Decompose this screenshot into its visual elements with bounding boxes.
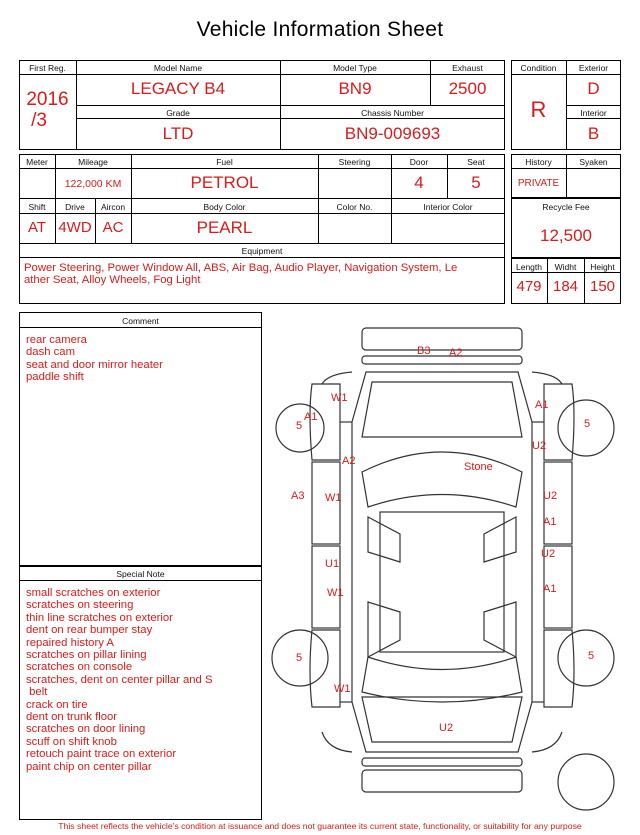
height-label: Height — [590, 262, 615, 272]
special-note-item: scratches on door lining — [26, 723, 146, 736]
first-reg-label: First Reg. — [29, 63, 66, 73]
damage-u1: U1 — [325, 558, 340, 570]
exhaust-label: Exhaust — [452, 63, 483, 73]
meter-label: Meter — [26, 157, 48, 167]
body-color-value: PEARL — [196, 218, 253, 237]
chassis-value: BN9-009693 — [344, 124, 441, 143]
recycle-fee-value: 12,500 — [540, 226, 592, 245]
aircon-value: AC — [102, 219, 124, 236]
damage-a1-rear-door-right: A1 — [543, 583, 557, 595]
length-label: Length — [516, 262, 542, 272]
drive-value: 4WD — [58, 219, 92, 236]
special-note-item: dent on rear bumper stay — [26, 624, 153, 637]
syaken-label: Syaken — [579, 157, 608, 167]
spare-wheel — [558, 754, 614, 810]
recycle-fee-label: Recycle Fee — [542, 202, 590, 212]
special-note-item: thin line scratches on exterior — [26, 611, 173, 624]
condition-value: R — [530, 97, 547, 122]
equipment-line-1: Power Steering, Power Window All, ABS, Air Bag, Audio Player, Navigation System, Le — [24, 262, 458, 274]
special-note-item: scratches on steering — [26, 599, 134, 612]
window-rr — [484, 602, 516, 657]
mileage-label: Mileage — [78, 157, 108, 167]
damage-a1-front-door-right: A1 — [543, 516, 557, 528]
damage-w1-fl: W1 — [331, 392, 348, 404]
window-fl — [368, 517, 400, 562]
special-note-list — [26, 587, 213, 773]
windshield — [362, 452, 522, 507]
damage-w1-front-door-left: W1 — [325, 492, 342, 504]
comment-item: paddle shift — [26, 371, 84, 384]
comment-item: rear camera — [26, 334, 87, 346]
comment-label: Comment — [122, 316, 159, 326]
body-outline — [352, 372, 532, 752]
width-label: Widht — [554, 262, 577, 272]
history-label: History — [525, 157, 552, 167]
damage-a3: A3 — [291, 490, 305, 502]
damage-5-fr: 5 — [584, 418, 591, 430]
comment-item: dash cam — [26, 346, 75, 359]
condition-label: Condition — [520, 63, 557, 73]
drive-label: Drive — [65, 202, 85, 212]
width-value: 184 — [552, 278, 579, 295]
door-label: Door — [409, 157, 429, 167]
window-fr — [484, 517, 516, 562]
special-note-item: scratches on pillar lining — [26, 649, 147, 662]
fender-rr — [544, 630, 574, 707]
special-note-item: scratches, dent on center pillar and S — [26, 673, 213, 686]
damage-5-fl: 5 — [296, 420, 303, 432]
height-value: 150 — [589, 278, 616, 295]
damage-u2-rear: U2 — [439, 722, 454, 734]
door-value: 4 — [414, 173, 424, 192]
model-type-label: Model Type — [333, 63, 377, 73]
damage-w1-rear-door-left: W1 — [327, 587, 344, 599]
model-name-label: Model Name — [153, 63, 203, 73]
trunk-panel — [362, 697, 522, 742]
color-no-label: Color No. — [336, 202, 373, 212]
hood-panel — [362, 382, 522, 437]
damage-stone: Stone — [464, 461, 493, 473]
grade-value: LTD — [162, 124, 194, 143]
page-title: Vehicle Information Sheet — [196, 18, 444, 41]
interior-color-label: Interior Color — [423, 202, 473, 212]
door-fr — [544, 462, 572, 544]
damage-u2-fr: U2 — [532, 440, 547, 452]
damage-b3: B3 — [417, 345, 431, 357]
interior-label: Interior — [580, 108, 607, 118]
fender-rl — [310, 630, 340, 707]
rear-bumper — [362, 770, 522, 792]
special-note-item: scratches on console — [26, 661, 133, 674]
disclaimer-footer: This sheet reflects the vehicle's condition at issuance and does not guarantee its current state, functionality, or suitability for any purpose — [58, 821, 582, 831]
front-bumper — [362, 328, 522, 350]
fuel-label: Fuel — [216, 157, 233, 167]
rear-bumper-upper — [362, 758, 522, 766]
model-type-value: BN9 — [338, 79, 372, 98]
damage-a2-top: A2 — [449, 347, 463, 359]
damage-5-rr: 5 — [588, 650, 595, 662]
special-note-item: retouch paint trace on exterior — [26, 748, 177, 761]
special-note-item: dent on trunk floor — [26, 711, 118, 724]
special-note-label: Special Note — [116, 569, 165, 579]
first-reg-month: /3 — [31, 110, 47, 131]
aircon-label: Aircon — [100, 202, 126, 212]
rear-window — [362, 657, 522, 702]
car-damage-diagram — [270, 312, 630, 820]
damage-a2-hood: A2 — [342, 455, 356, 467]
shift-value: AT — [27, 219, 47, 236]
chassis-label: Chassis Number — [361, 108, 424, 118]
comment-list — [26, 334, 163, 384]
first-reg-year: 2016 — [26, 89, 69, 110]
wheel-rr — [558, 630, 614, 686]
exhaust-value: 2500 — [448, 79, 487, 98]
history-value: PRIVATE — [517, 178, 560, 189]
body-color-label: Body Color — [203, 202, 246, 212]
interior-value: B — [587, 124, 600, 143]
steering-label: Steering — [338, 157, 371, 167]
front-bumper-lower — [362, 356, 522, 364]
damage-u2-rear-door-right: U2 — [541, 548, 556, 560]
model-name-value: LEGACY B4 — [130, 79, 226, 98]
mileage-value: 122,000 KM — [64, 178, 122, 190]
special-note-item: small scratches on exterior — [26, 587, 161, 599]
equipment-line-2: ather Seat, Alloy Wheels, Fog Light — [24, 274, 201, 286]
special-note-item: crack on tire — [26, 698, 88, 711]
fuel-value: PETROL — [190, 173, 259, 192]
grade-label: Grade — [166, 108, 190, 118]
special-note-item: repaired history A — [26, 636, 114, 649]
equipment-label: Equipment — [241, 246, 283, 256]
seat-value: 5 — [471, 173, 481, 192]
special-note-item: belt — [26, 686, 48, 699]
damage-a1-fr: A1 — [535, 399, 549, 411]
damage-a1-fl: A1 — [304, 411, 318, 423]
comment-item: seat and door mirror heater — [26, 358, 163, 371]
special-note-item: scuff on shift knob — [26, 735, 117, 748]
window-rl — [368, 602, 400, 657]
exterior-value: D — [587, 79, 600, 98]
shift-label: Shift — [28, 202, 46, 212]
exterior-label: Exterior — [578, 63, 609, 73]
damage-5-rl: 5 — [296, 652, 303, 664]
seat-label: Seat — [467, 157, 485, 167]
length-value: 479 — [516, 278, 542, 295]
special-note-item: paint chip on center pillar — [26, 760, 152, 773]
damage-u2-front-door-right: U2 — [543, 490, 558, 502]
damage-w1-rl: W1 — [334, 683, 351, 695]
